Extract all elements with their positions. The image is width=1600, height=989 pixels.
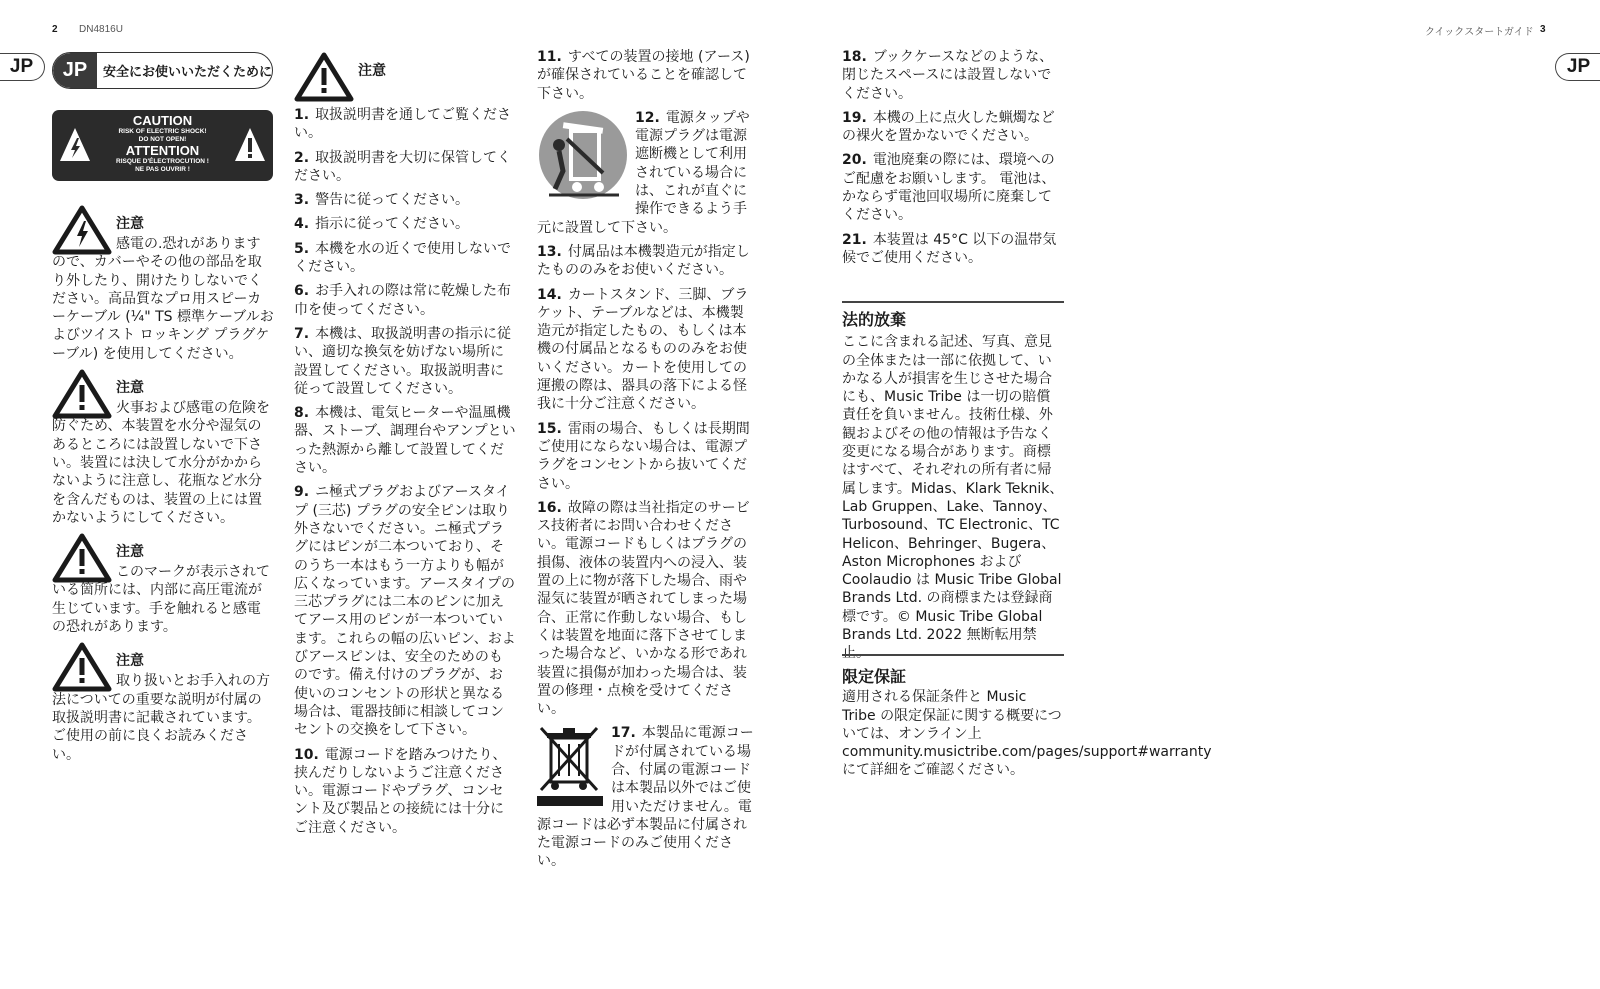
item-number: 17. xyxy=(611,725,636,742)
item-text: ニ極式プラグおよびアースタイプ (三芯) プラグの安全ピンは取り外さないでください。ニ極式プラグにはピンが二本ついており、そのうち一本はもう一方よりも幅が広くなっています。アースタイプの三芯プラグには二本のピンに加えてアース用のピンが一本ついています。これらの幅の広いピン、およびアースピンは、安全のためのものです。備え付けのプラグが、お使いのコンセントの形状と異なる場合は、電器技師に相談してコンセントの交換をして下さい。 xyxy=(294,484,516,739)
exclamation-warning-icon xyxy=(233,126,267,164)
warning-body: このマークが表示されている箇所には、内部に高圧電流が生じています。手を触れると感電の恐れがあります。 xyxy=(52,564,270,636)
warning-head: 注意 xyxy=(116,380,144,397)
item-number: 5. xyxy=(294,240,310,257)
item-text: 取扱説明書を大切に保管してください。 xyxy=(294,149,512,184)
item-number: 1. xyxy=(294,107,310,123)
section-divider xyxy=(842,654,1064,656)
item-text: 警告に従ってください。 xyxy=(315,192,470,209)
item-text: 本機は、取扱説明書の指示に従い、適切な換気を妨げない場所に設置してください。取扱説明書に従って設置してください。 xyxy=(294,325,512,397)
caution-line4: ATTENTION xyxy=(125,143,200,158)
item-number: 2. xyxy=(294,149,310,166)
item-number: 9. xyxy=(294,484,310,501)
instructions-column-3 xyxy=(842,48,1064,273)
list-item xyxy=(294,191,516,209)
item-text: 本機の上に点火した蝋燭などの裸火を置かないでください。 xyxy=(842,109,1055,145)
item-text: 付属品は本機製造元が指定したもののみをお使いください。 xyxy=(537,243,750,279)
list-item xyxy=(294,149,516,186)
item-number: 19. xyxy=(842,109,867,126)
list-item xyxy=(537,499,757,719)
guide-title: クイックスタートガイド xyxy=(1425,27,1534,38)
warning-head: 注意 xyxy=(116,216,144,232)
warning-block xyxy=(52,369,274,527)
warning-body: 取り扱いとお手入れの方法についての重要な説明が付属の取扱説明書に記載されています。ご使用の前に良くお読みください。 xyxy=(52,673,270,763)
item-text: お手入れの際は常に乾燥した布巾を使ってください。 xyxy=(294,283,512,318)
legal-title: 法的放棄 xyxy=(842,310,907,329)
legal-section xyxy=(842,311,1064,663)
warning-body: 火事および感電の危険を防ぐため、本装置を水分や湿気のあるところには設置しないで下さい。装置には決して水分がかからないように注意し、花瓶など水分を含んだものは、装置の上には置かないようにしてください。 xyxy=(52,400,270,526)
item-number: 20. xyxy=(842,152,867,169)
list-item xyxy=(294,325,516,398)
right-page-number: 3 xyxy=(1540,24,1546,35)
list-item xyxy=(294,106,516,143)
list-item xyxy=(537,420,757,493)
list-item xyxy=(537,286,757,414)
item-number: 8. xyxy=(294,405,310,422)
item-text: 本機は、電気ヒーターや温風機器、ストーブ、調理台やアンプといった熱源から離して設置してください。 xyxy=(294,405,516,477)
left-page-number: 2 xyxy=(52,24,58,35)
item-number: 16. xyxy=(537,499,562,516)
caution-line1: CAUTION xyxy=(132,113,193,128)
cart-warning-icon xyxy=(537,109,629,201)
item-number: 21. xyxy=(842,231,867,248)
warranty-text: 適用される保証条件と Music Tribe の限定保証に関する概要については、オンライン上 community.musictribe.com/pages/support#warranty にて詳細をご確認ください。 xyxy=(842,689,1212,779)
list-item xyxy=(537,109,757,237)
item-number: 4. xyxy=(294,216,310,233)
section-divider xyxy=(842,301,1064,303)
item-number: 11. xyxy=(537,49,562,65)
item-text: カートスタンド、三脚、ブラケット、テーブルなどは、本機製造元が指定したもの、もしくは本機の付属品となるもののみをお使いください。カートを使用しての運搬の際は、器具の落下による怪我に十分ご注意ください。 xyxy=(537,286,749,413)
item-number: 13. xyxy=(537,243,562,260)
item-text: 本製品に電源コードが付属されている場合、付属の電源コードは本製品以外ではご使用いただけません。電源コードは必ず本製品に付属された電源コードのみご使用ください。 xyxy=(537,725,754,870)
item-number: 6. xyxy=(294,283,310,300)
list-item xyxy=(294,215,516,233)
warning-head: 注意 xyxy=(116,653,144,670)
list-item xyxy=(537,724,757,870)
instructions-column-1 xyxy=(294,52,516,843)
list-item xyxy=(842,48,1064,103)
caution-label xyxy=(52,110,273,181)
item-text: 電源タップや電源プラグは電源遮断機として利用されている場合には、これが直ぐに操作できるよう手元に設置して下さい。 xyxy=(537,109,750,236)
legal-text: ここに含まれる記述、写真、意見の全体または一部に依拠して、いかなる人が損害を生じさせた場合にも、Music Tribe は一切の賠償責任を負いません。技術仕様、外観およびその他の情報は予告なく変更になる場合があります。商標はすべて、それぞれの所有者に帰属します。Midas、Klark Teknik、Lab Gruppen、Lake、Tannoy、Turbosound、TC Electronic、TC Helicon、Behringer、Bugera、Aston Microphones および Coolaudio は Music Tribe Global Brands Ltd. の商標または登録商標です。© Music Tribe Global Brands Ltd. 2022 無断転用禁 xyxy=(842,334,1064,644)
item-text: ブックケースなどのような、閉じたスペースには設置しないでください。 xyxy=(842,49,1054,102)
warnings-column xyxy=(52,205,274,770)
item-text: 電源コードを踏みつけたり、挟んだりしないようご注意ください。電源コードやプラグ、コンセント及び製品との接続には十分にご注意ください。 xyxy=(294,746,507,836)
exclamation-warning-icon xyxy=(52,369,112,419)
item-number: 7. xyxy=(294,325,310,342)
exclamation-warning-icon xyxy=(52,533,112,583)
item-text: 雷雨の場合、もしくは長期間ご使用にならない場合は、電源プラグをコンセントから抜いてください。 xyxy=(537,420,750,492)
item-text: 本装置は 45°C 以下の温帯気候でご使用ください。 xyxy=(842,231,1057,266)
item-text: 電池廃棄の際には、環境へのご配慮をお願いします。 電池は、かならず電池回収場所に廃棄してください。 xyxy=(842,152,1056,224)
item-text: すべての装置の接地 (アース) が確保されていることを確認して下さい。 xyxy=(537,49,750,102)
list-item xyxy=(842,231,1064,268)
lightning-warning-icon xyxy=(58,126,92,164)
item-number: 15. xyxy=(537,420,562,437)
warning-head: 注意 xyxy=(116,544,144,561)
caution-line6: NE PAS OUVRIR ! xyxy=(135,166,190,173)
instructions-column-2 xyxy=(537,48,757,877)
list-item xyxy=(537,243,757,280)
item-text: 故障の際は当社指定のサービス技術者にお問い合わせください。電源コードもしくはプラグの損傷、液体の装置内への浸入、装置の上に物が落下した場合、雨や湿気に装置が晒されてしまった場合、正常に作動しない場合、もしくは装置を地面に落下させてしまった場合など、いかなる形であれ装置に損傷が加わった場合は、装置の修理・点検を受けてください。 xyxy=(537,499,750,718)
badge-lang: JP xyxy=(53,53,97,88)
lang-tab-left: JP xyxy=(0,53,45,81)
item-number: 18. xyxy=(842,49,867,65)
weee-bin-icon xyxy=(537,724,603,806)
warning-block xyxy=(52,533,274,636)
list-item xyxy=(842,151,1064,224)
item-number: 14. xyxy=(537,286,562,303)
exclamation-warning-icon xyxy=(294,52,354,102)
warning-block xyxy=(52,642,274,763)
caution-line3: DO NOT OPEN! xyxy=(138,136,187,143)
list-item xyxy=(842,109,1064,146)
warning-block xyxy=(52,205,274,363)
list-item xyxy=(537,48,757,103)
list-item xyxy=(294,483,516,739)
instructions-head: 注意 xyxy=(358,63,386,79)
item-number: 12. xyxy=(635,109,660,126)
item-text: 取扱説明書を通してご覧ください。 xyxy=(294,107,512,142)
item-text: 指示に従ってください。 xyxy=(315,216,470,233)
lightning-warning-icon xyxy=(52,205,112,255)
item-number: 10. xyxy=(294,746,319,763)
badge-title: 安全にお使いいただくために xyxy=(102,65,272,80)
exclamation-warning-icon xyxy=(52,642,112,692)
lang-tab-right: JP xyxy=(1555,53,1600,81)
list-item xyxy=(294,746,516,837)
caution-line2: RISK OF ELECTRIC SHOCK! xyxy=(118,128,207,135)
item-text: 本機を水の近くで使用しないでください。 xyxy=(294,240,512,276)
list-item xyxy=(294,240,516,277)
list-item xyxy=(294,282,516,319)
warning-body: 感電の.恐れがありますので、カバーやその他の部品を取り外したり、開けたりしないでください。高品質なプロ用スピーカーケーブル (¼" TS 標準ケーブルおよびツイスト ロッキング プラグケーブル) を使用してください。 xyxy=(52,236,274,362)
section-badge xyxy=(52,52,273,89)
caution-line5: RISQUE D'ÉLECTROCUTION ! xyxy=(116,158,209,165)
model-name: DN4816U xyxy=(79,24,123,35)
list-item xyxy=(294,404,516,477)
warranty-title: 限定保証 xyxy=(842,667,907,686)
warranty-section xyxy=(842,667,1212,780)
item-number: 3. xyxy=(294,192,310,209)
